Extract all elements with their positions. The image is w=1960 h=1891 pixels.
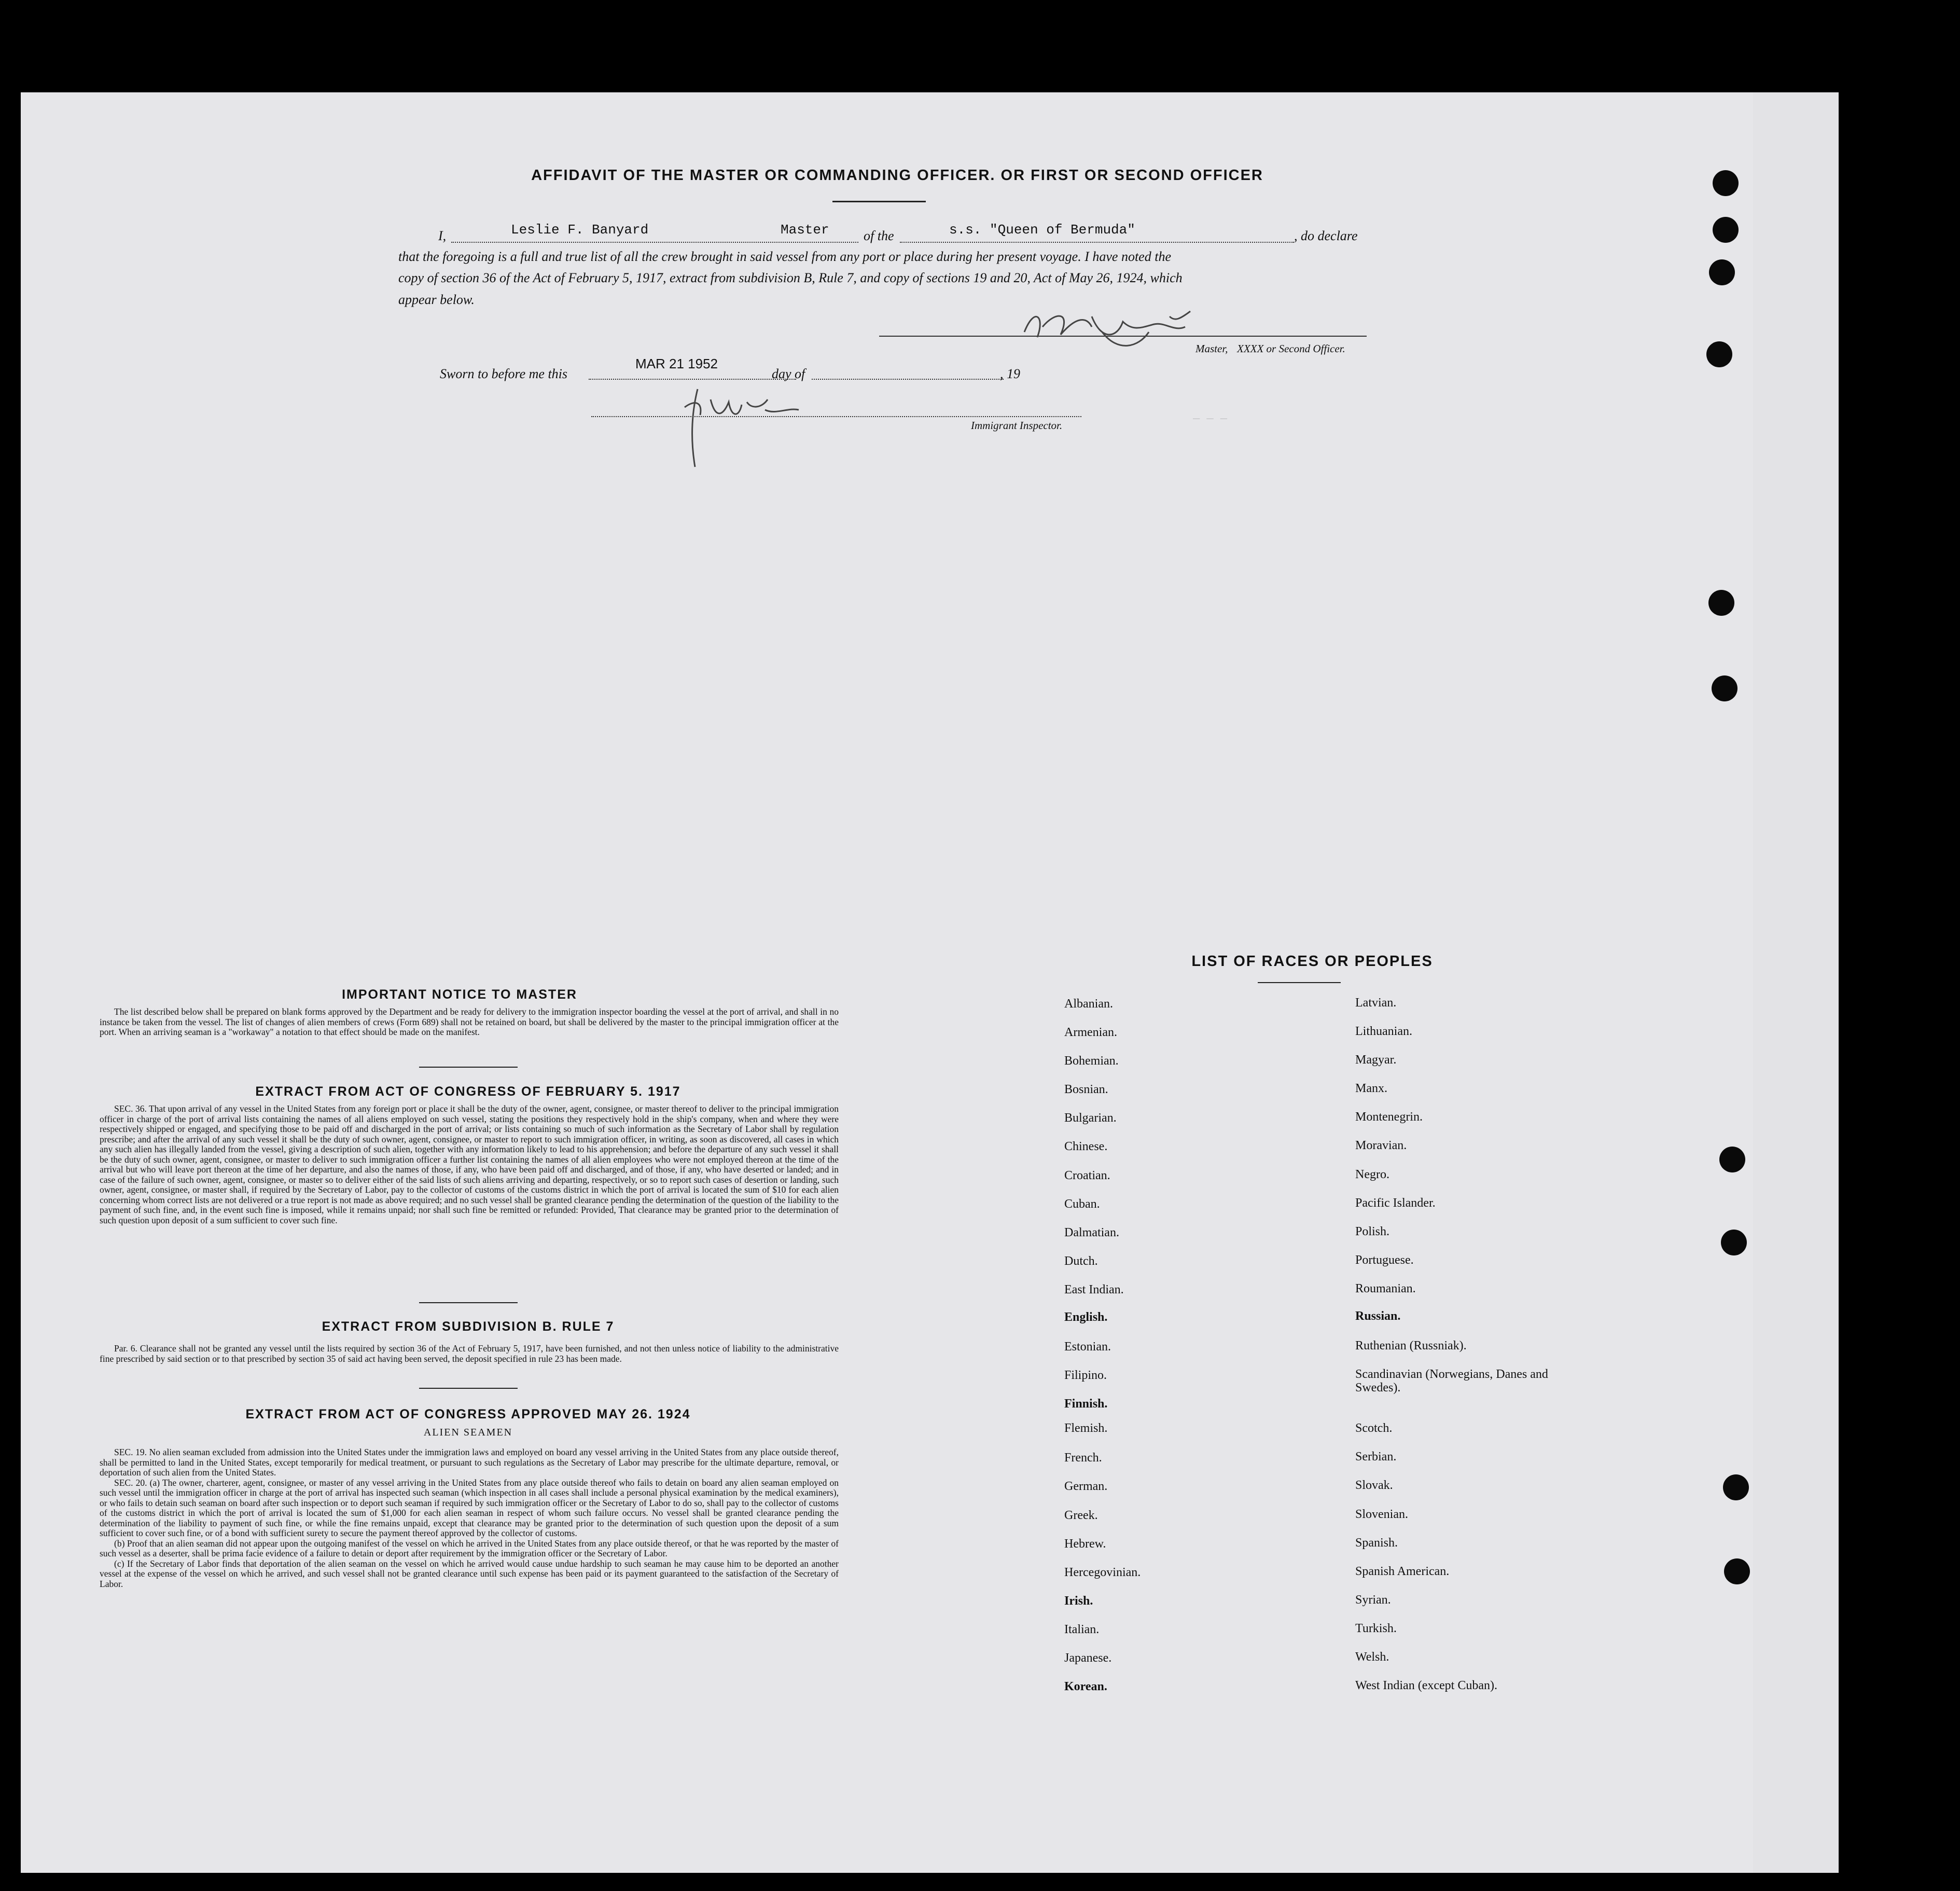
inspector-line — [591, 416, 1081, 417]
punch-hole-icon — [1706, 341, 1732, 367]
race-item: Bulgarian. — [1064, 1111, 1117, 1125]
divider — [419, 1302, 518, 1303]
month-line — [812, 379, 1004, 380]
race-item: Russian. — [1355, 1309, 1401, 1323]
sec-20a: SEC. 20. (a) The owner, charterer, agent, consignee, or master of any vessel arriving in the United States from any place outside thereof who fails to detain on board any alien seaman employed on such vessel until the immigration officer in charge at the port of arrival has inspected such seaman (which inspection in all cases shall include a personal physical examination by the medical examiners), or who fails to detain such seaman on board after such inspection or to deport such seaman if required by such immigration officer or the Secretary of Labor to do so, shall pay to the collector of customs of the customs district in which the port of arrival is located the sum of $1,000 for each alien seaman in respect of whom such failure occurs. No vessel shall be granted clearance pending the determination of the liability to payment of such fine, or while the fine remains unpaid, except that clearance may be granted prior to the determination of such question upon the deposit of a sum sufficient to cover such fine, or of a bond with sufficient surety to secure the payment thereof approved by the collector of customs. — [100, 1477, 839, 1538]
race-item: Serbian. — [1355, 1450, 1397, 1464]
race-item: Scotch. — [1355, 1421, 1393, 1435]
extract-1924-body — [100, 1447, 839, 1589]
extract-1917-body: SEC. 36. That upon arrival of any vessel in the United States from any foreign port or place it shall be the duty of the owner, agent, consignee, or master thereof to deliver to the principal immigration officer in charge of the port of arrival lists containing the names of all aliens employed on such vessel, stating the positions they respectively hold in the ship's company, when and where they were respectively shipped or engaged, and specifying those to be paid off and discharged in the port of arrival; or lists containing so much of such information as the Secretary of Labor shall by regulation prescribe; and after the arrival of any such vessel it shall be the duty of such owner, agent, consignee, or master to report to such immigration officer, in writing, as soon as discovered, all cases in which any such alien has illegally landed from the vessel, giving a description of such alien, together with any information likely to lead to his apprehension; and before the departure of any such vessel it shall be the duty of such owner, agent, consignee, or master to deliver to such immigration officer a further list containing the names of all alien employees who were not employed thereon at the time of the arrival but who will leave port thereon at the time of her departure, and also the names of those, if any, who have been paid off and discharged, and of those, if any, who have deserted or landed; and in case of the failure of such owner, agent, consignee, or master so to deliver either of the said lists of such aliens arriving and departing, respectively, or so to report such cases of desertion or landing, such owner, agent, consignee, or master shall, if required by the Secretary of Labor, pay to the collector of customs of the customs district in which the port of arrival is located the sum of $10 for each alien concerning whom correct lists are not delivered or a true report is not made as above required; and no such vessel shall be granted clearance pending the determination of the question of the liability to the payment of such fine, and, in the event such fine is imposed, while it remains unpaid; nor shall such fine be remitted or refunded: Provided, That clearance may be granted prior to the determination of such question upon deposit of a sum sufficient to cover such fine. — [100, 1103, 839, 1225]
vessel-name: s.s. "Queen of Bermuda" — [949, 222, 1135, 238]
race-item: Bohemian. — [1064, 1054, 1119, 1068]
race-item: Hercegovinian. — [1064, 1566, 1141, 1579]
race-item: English. — [1064, 1310, 1108, 1324]
year-label: , 19 — [1000, 366, 1020, 381]
race-item: Bosnian. — [1064, 1083, 1108, 1096]
day-of-label: day of — [772, 366, 805, 381]
race-item: Irish. — [1064, 1594, 1093, 1608]
punch-hole-icon — [1713, 170, 1739, 196]
race-item: Montenegrin. — [1355, 1110, 1423, 1124]
sworn-prefix: Sworn to before me this — [440, 366, 568, 381]
master-rank: Master — [781, 222, 829, 238]
punch-hole-icon — [1719, 1147, 1745, 1172]
race-item: Dalmatian. — [1064, 1226, 1119, 1239]
race-item: Slovenian. — [1355, 1508, 1408, 1521]
race-item: Chinese. — [1064, 1140, 1108, 1153]
punch-hole-icon — [1709, 259, 1735, 285]
rule7-title: EXTRACT FROM SUBDIVISION B. RULE 7 — [322, 1319, 615, 1334]
extract-1924-subtitle: ALIEN SEAMEN — [423, 1427, 513, 1438]
race-item: Ruthenian (Russniak). — [1355, 1339, 1467, 1352]
affidavit-line-4: appear below. — [398, 292, 475, 307]
race-item: Polish. — [1355, 1225, 1390, 1238]
race-item: Scandinavian (Norwegians, Danes and Swedes). — [1355, 1368, 1548, 1395]
race-item: Hebrew. — [1064, 1537, 1106, 1551]
race-item: Roumanian. — [1355, 1282, 1416, 1295]
race-item: Moravian. — [1355, 1139, 1407, 1152]
punch-hole-icon — [1712, 675, 1737, 701]
race-item: Spanish American. — [1355, 1565, 1450, 1578]
do-declare-label: , do declare — [1294, 228, 1358, 243]
name-line — [451, 242, 858, 243]
page-edge — [1753, 92, 1839, 1873]
race-item: French. — [1064, 1451, 1102, 1465]
affidavit-title: AFFIDAVIT OF THE MASTER OR COMMANDING OFFICER. OR FIRST OR SECOND OFFICER — [531, 167, 1263, 184]
sec-20c: (c) If the Secretary of Labor finds that deportation of the alien seaman on the vessel on which he arrived would cause undue hardship to such seaman he may cause him to be deported an another vessel at the expense of the vessel on which he arrived, and such vessel shall not be granted clearance until such expense has been paid or its payment guaranteed to the satisfaction of the Secretary of Labor. — [100, 1558, 839, 1589]
sec-20b: (b) Proof that an alien seaman did not appear upon the outgoing manifest of the vessel on which he arrived in the United States from any place outside thereof, or that he was reported by the master of such vessel as a deserter, shall be prima facie evidence of a failure to detain or deport after requirement by the immigration officer or the Secretary of Labor. — [100, 1538, 839, 1558]
race-item: Greek. — [1064, 1509, 1098, 1522]
affidavit-line-3: copy of section 36 of the Act of February 5, 1917, extract from subdivision B, Rule 7, and copy of sections 19 and 20, Act of May 26, 1924, which — [398, 270, 1183, 285]
divider — [832, 201, 926, 202]
bleed-through-marks: — — — — [1193, 412, 1228, 425]
sec-19: SEC. 19. No alien seaman excluded from admission into the United States under the immigration laws and employed on board any vessel arriving in the United States from any place outside thereof, shall be permitted to land in the United States, except temporarily for medical treatment, or pursuant to such regulations as the Secretary of Labor may prescribe for the ultimate departure, removal, or deportation of such alien from the United States. — [100, 1447, 839, 1478]
race-item: West Indian (except Cuban). — [1355, 1679, 1497, 1692]
race-item: Japanese. — [1064, 1651, 1112, 1665]
race-item: Flemish. — [1064, 1421, 1108, 1435]
race-item: Filipino. — [1064, 1369, 1107, 1382]
race-item: Manx. — [1355, 1082, 1387, 1095]
race-item: Italian. — [1064, 1623, 1100, 1636]
notice-body: The list described below shall be prepared on blank forms approved by the Department and be ready for delivery to the immigration inspector boarding the vessel at the port of arrival, and shall in no instance be taken from the vessel. The list of changes of alien members of crews (Form 689) shall not be retained on board, but shall be delivered by the master to the principal immigration officer at the port. When an arriving seaman is a "workaway" a notation to that effect should be made on the manifest. — [100, 1006, 839, 1037]
affidavit-line-2: that the foregoing is a full and true list of all the crew brought in said vessel from any port or place during her present voyage. I have noted the — [398, 249, 1171, 264]
race-item: Dutch. — [1064, 1254, 1098, 1268]
of-the-label: of the — [864, 228, 894, 243]
race-item: Estonian. — [1064, 1340, 1111, 1354]
extract-1924-title: EXTRACT FROM ACT OF CONGRESS APPROVED MAY 26. 1924 — [245, 1407, 691, 1421]
race-item: Negro. — [1355, 1168, 1389, 1181]
punch-hole-icon — [1708, 590, 1734, 616]
race-item: Spanish. — [1355, 1536, 1398, 1550]
signature-caption-overstrike: XXXX or Second Officer. — [1237, 342, 1345, 355]
divider — [1258, 982, 1341, 983]
race-item: Turkish. — [1355, 1622, 1397, 1635]
race-item: Lithuanian. — [1355, 1025, 1412, 1038]
race-item: Finnish. — [1064, 1397, 1108, 1411]
punch-hole-icon — [1721, 1230, 1747, 1255]
race-item: Slovak. — [1355, 1479, 1393, 1492]
sworn-date-stamp: MAR 21 1952 — [635, 356, 718, 371]
inspector-caption: Immigrant Inspector. — [971, 419, 1063, 432]
punch-hole-icon — [1713, 217, 1739, 243]
punch-hole-icon — [1724, 1558, 1750, 1584]
race-item: East Indian. — [1064, 1283, 1124, 1296]
race-item: German. — [1064, 1480, 1108, 1493]
affidavit-i: I, — [438, 228, 447, 243]
rule7-body: Par. 6. Clearance shall not be granted any vessel until the lists required by section 36 of the Act of February 5, 1917, have been furnished, and not then unless notice of liability to the administrative fine prescribed by said section or to that prescribed by section 35 of said act having been served, the deposit specified in rule 23 has been made. — [100, 1343, 839, 1364]
race-item: Croatian. — [1064, 1169, 1110, 1182]
race-item: Latvian. — [1355, 996, 1397, 1010]
race-item: Pacific Islander. — [1355, 1196, 1436, 1210]
race-item: Korean. — [1064, 1680, 1107, 1693]
race-item: Syrian. — [1355, 1593, 1391, 1607]
race-item: Welsh. — [1355, 1650, 1389, 1664]
race-item: Armenian. — [1064, 1026, 1117, 1039]
vessel-line — [900, 242, 1294, 243]
divider — [419, 1388, 518, 1389]
extract-1917-title: EXTRACT FROM ACT OF CONGRESS OF FEBRUARY 5. 1917 — [255, 1084, 681, 1099]
race-item: Albanian. — [1064, 997, 1113, 1011]
notice-title: IMPORTANT NOTICE TO MASTER — [342, 987, 577, 1002]
signature-caption: Master, — [1196, 342, 1228, 355]
master-name: Leslie F. Banyard — [511, 222, 649, 238]
race-item: Magyar. — [1355, 1053, 1397, 1067]
manifest-page — [21, 92, 1800, 1873]
race-item: Portuguese. — [1355, 1253, 1414, 1267]
divider — [419, 1067, 518, 1068]
race-item: Cuban. — [1064, 1197, 1100, 1211]
races-title: LIST OF RACES OR PEOPLES — [1191, 953, 1433, 970]
punch-hole-icon — [1723, 1474, 1749, 1500]
